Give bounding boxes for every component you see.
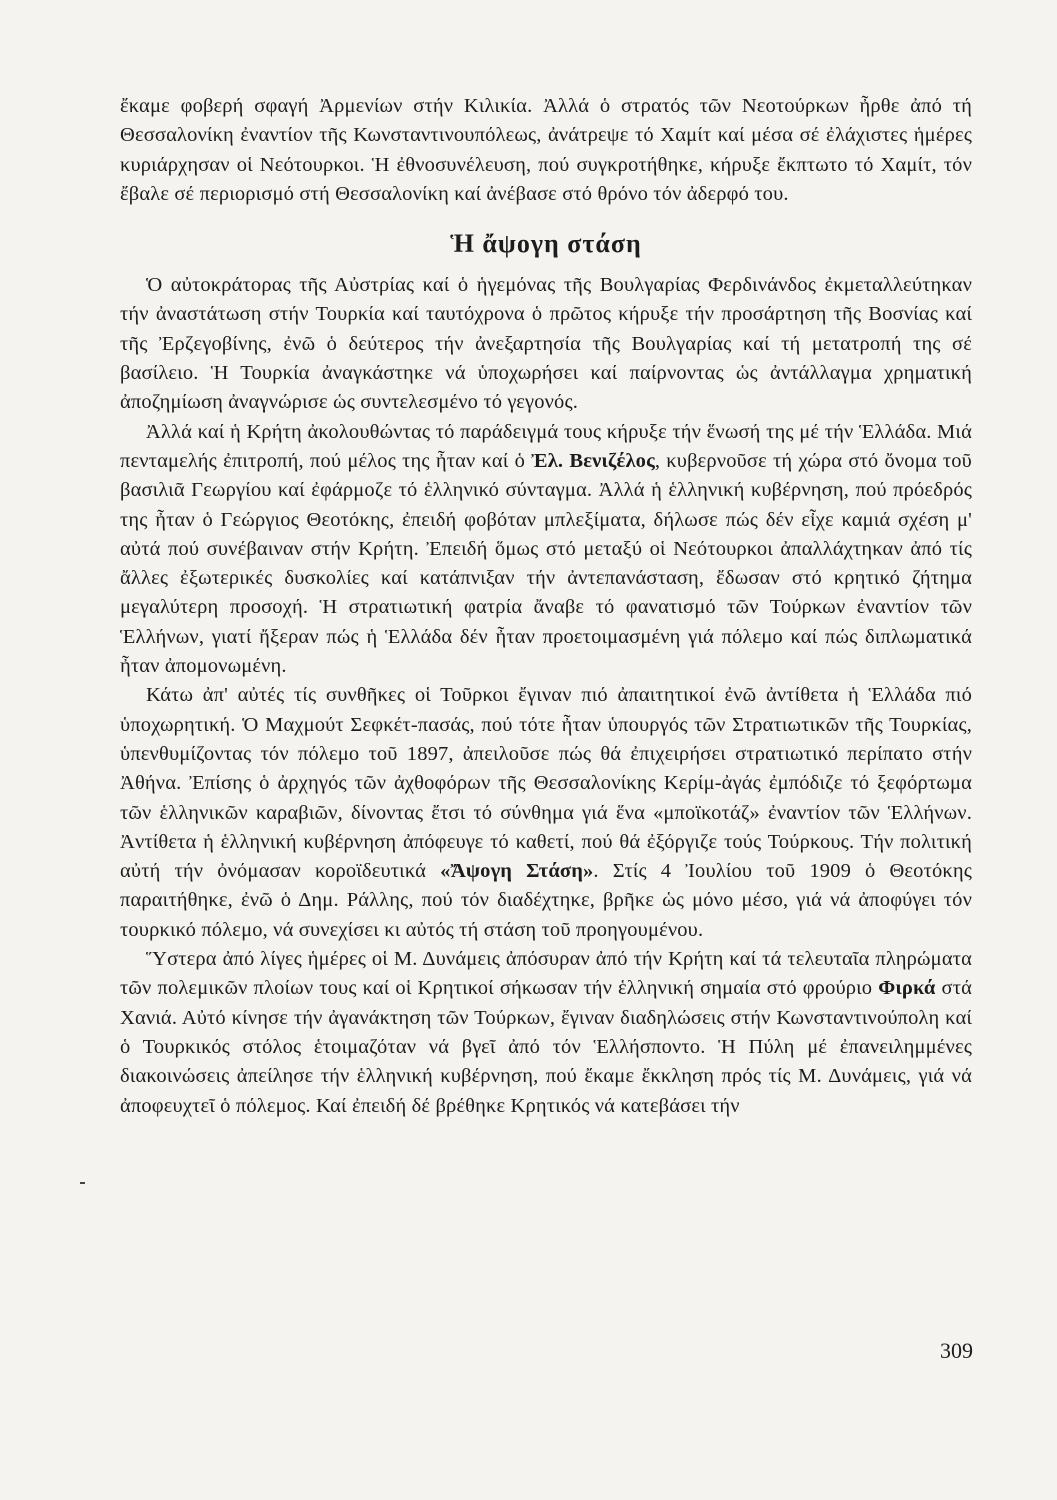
body-text: [120, 92, 972, 1121]
paragraph-4: [120, 681, 972, 945]
paragraph-4-text-a: Κάτω ἀπ' αὐτές τίς συνθῆκες οἱ Τοῦρκοι ἔγιναν πιό ἀπαιτητικοί ἐνῶ ἀντίθετα ἡ Ἑλλάδα πιό ὑποχωρητική. Ὁ Μαχμούτ Σεφκέτ-πασάς, πού τότε ἦταν ὑπουργός τῶν Στρατιωτικῶν τῆς Τουρκίας, ὑπενθυμίζοντας τόν πόλεμο τοῦ 1897, ἀπειλοῦσε πώς θά ἐπιχειρήσει στρατιωτικό περίπατο στήν Ἀθήνα. Ἐπίσης ὁ ἀρχηγός τῶν ἀχθοφόρων τῆς Θεσσαλονίκης Κερίμ-ἀγάς ἐμπόδιζε τό ξεφόρτωμα τῶν ἑλληνικῶν καραβιῶν, δίνοντας ἔτσι τό σύνθημα γιά ἕνα «μποϊκοτάζ» ἐναντίον τῶν Ἑλλήνων. Ἀντίθετα ἡ ἑλληνική κυβέρνηση ἀπόφευγε τό καθετί, πού θά ἐξόργιζε τούς Τούρκους. Τήν πολιτική αὐτή τήν ὀνόμασαν κοροϊδευτικά: [120, 684, 972, 883]
paragraph-5: [120, 945, 972, 1121]
section-heading: Ἡ ἄψογη στάση: [450, 229, 642, 259]
paragraph-5-text-a: Ὕστερα ἀπό λίγες ἡμέρες οἱ Μ. Δυνάμεις ἀπόσυραν ἀπό τήν Κρήτη καί τά τελευταῖα πληρώματα τῶν πολεμικῶν πλοίων τους καί οἱ Κρητικοί σήκωσαν τήν ἑλληνική σημαία στό φρούριο: [120, 948, 972, 1000]
paragraph-3-bold-name: Ἐλ. Βενιζέλος: [531, 449, 655, 472]
paragraph-2: Ὁ αὐτοκράτορας τῆς Αὐστρίας καί ὁ ἡγεμόνας τῆς Βουλγαρίας Φερδινάνδος ἐκμεταλλεύτηκαν τήν ἀναστάτωση στήν Τουρκία καί ταυτόχρονα ὁ πρῶτος κήρυξε τήν προσάρτηση τῆς Βοσνίας καί τῆς Ἐρζεγοβίνης, ἐνῶ ὁ δεύτερος τήν ἀνεξαρτησία τῆς Βουλγαρίας καί τή μετατροπή της σέ βασίλειο. Ἡ Τουρκία ἀναγκάστηκε νά ὑποχωρήσει καί παίρνοντας ὡς ἀντάλλαγμα χρηματική ἀποζημίωση ἀναγνώρισε ὡς συντελεσμένο τό γεγονός.: [120, 274, 972, 414]
paragraph-3-text-a: Ἀλλά καί ἡ Κρήτη ἀκολουθώντας τό παράδειγμά τους κήρυξε τήν ἕνωσή της μέ τήν Ἑλλάδα. Μιά πενταμελής ἐπιτροπή, πού μέλος της ἦταν καί ὁ: [120, 420, 972, 472]
paragraph-3-text-b: , κυβερνοῦσε τή χώρα στό ὄνομα τοῦ βασιλιᾶ Γεωργίου καί ἐφάρμοζε τό ἑλληνικό σύνταγμα. Ἀλλά ἡ ἑλληνική κυβέρνηση, πού πρόεδρός της ἦταν ὁ Γεώργιος Θεοτόκης, ἐπειδή φοβόταν μπλεξίματα, δήλωσε πώς δέν εἶχε καμιά σχέση μ' αὐτά πού συνέβαιναν στήν Κρήτη. Ἐπειδή ὅμως στό μεταξύ οἱ Νεότουρκοι ἀπαλλάχτηκαν ἀπό τίς ἄλλες ἐξωτερικές δυσκολίες καί κατάπνιξαν τήν ἀντεπανάσταση, ἔδωσαν στό κρητικό ζήτημα μεγαλύτερη προσοχή. Ἡ στρατιωτική φατρία ἄναβε τό φανατισμό τῶν Τούρκων ἐναντίον τῶν Ἑλλήνων, γιατί ἤξεραν πώς ἡ Ἑλλάδα δέν ἦταν προετοιμασμένη γιά πόλεμο καί πώς διπλωματικά ἦταν ἀπομονωμένη.: [120, 449, 972, 678]
paragraph-5-bold-place: Φιρκά: [878, 977, 936, 1000]
paragraph-4-bold-term: «Ἄψογη Στάση»: [440, 860, 594, 883]
paragraph-4-text-b: . Στίς 4 Ἰουλίου τοῦ 1909 ὁ Θεοτόκης παραιτήθηκε, ἐνῶ ὁ Δημ. Ράλλης, πού τόν διαδέχτηκε, βρῆκε ὡς μόνο μέσο, γιά νά ἀποφύγει τόν τουρκικό πόλεμο, νά συνεχίσει κι αὐτός τή στάση τοῦ προηγουμένου.: [120, 860, 972, 941]
paragraph-1: ἔκαμε φοβερή σφαγή Ἀρμενίων στήν Κιλικία. Ἀλλά ὁ στρατός τῶν Νεοτούρκων ἦρθε ἀπό τή Θεσσαλονίκη ἐναντίον τῆς Κωνσταντινουπόλεως, ἀνάτρεψε τό Χαμίτ καί μέσα σέ ἐλάχιστες ἡμέρες κυριάρχησαν οἱ Νεότουρκοι. Ἡ ἐθνοσυνέλευση, πού συγκροτήθηκε, κήρυξε ἔκπτωτο τό Χαμίτ, τόν ἔβαλε σέ περιορισμό στή Θεσσαλονίκη καί ἀνέβασε στό θρόνο τόν ἀδερφό του.: [120, 95, 972, 205]
page-number: 309: [940, 1338, 973, 1363]
paragraph-5-text-b: στά Χανιά. Αὐτό κίνησε τήν ἀγανάκτηση τῶν Τούρκων, ἔγιναν διαδηλώσεις στήν Κωνσταντινούπολη καί ὁ Τουρκικός στόλος ἑτοιμαζόταν νά βγεῖ ἀπό τόν Ἑλλήσποντο. Ἡ Πύλη μέ ἐπανειλημμένες διακοινώσεις ἀπείλησε τήν ἑλληνική κυβέρνηση, πού ἔκαμε ἔκκληση πρός τίς Μ. Δυνάμεις, γιά νά ἀποφευχτεῖ ὁ πόλεμος. Καί ἐπειδή δέ βρέθηκε Κρητικός νά κατεβάσει τήν: [120, 977, 972, 1117]
paragraph-3: [120, 418, 972, 682]
margin-mark: [80, 1182, 85, 1184]
